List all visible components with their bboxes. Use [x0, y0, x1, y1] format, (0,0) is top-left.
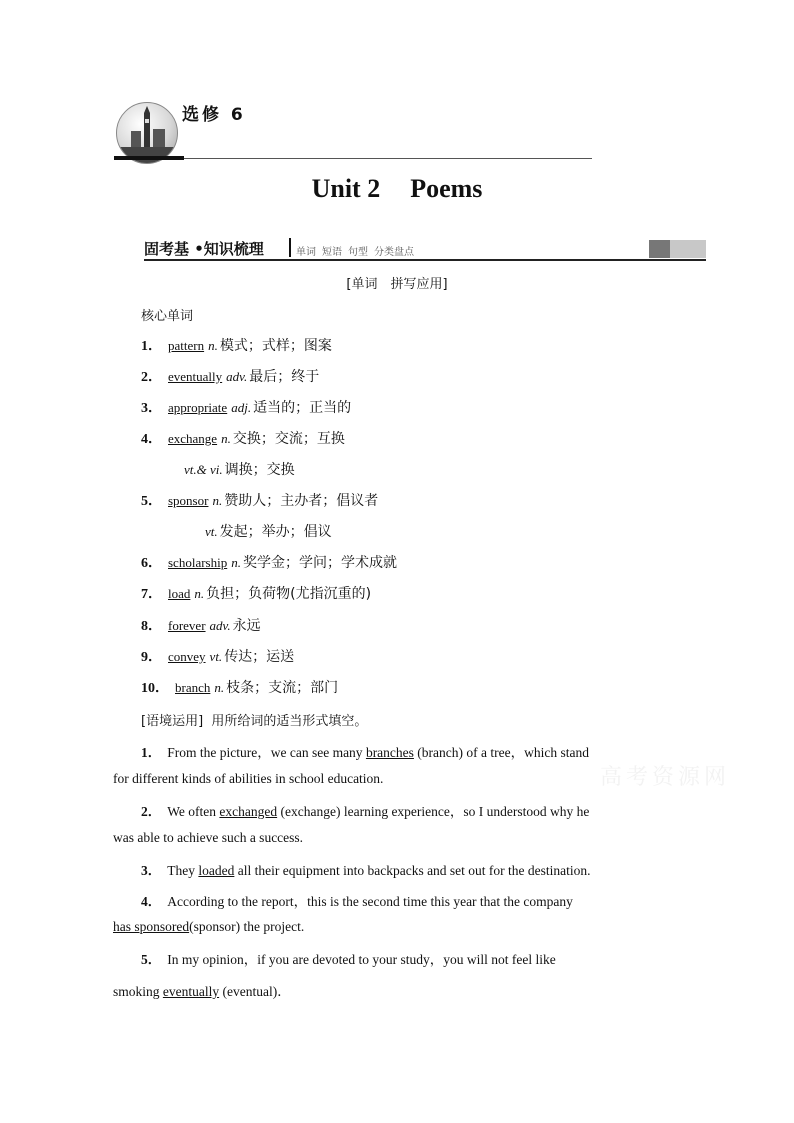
exercise-answer: exchanged	[219, 804, 278, 819]
vocab-word: convey	[168, 649, 206, 664]
vocab-item	[141, 335, 332, 355]
vocab-item	[141, 552, 397, 572]
exercise-line	[141, 948, 556, 968]
exercise-text: was able to achieve such a success.	[113, 830, 304, 845]
vocab-pos: n.	[214, 680, 225, 695]
section-rule	[144, 259, 706, 261]
unit-number: Unit 2	[311, 174, 381, 203]
context-label: [语境运用]	[141, 714, 204, 729]
vocab-pos: n.	[194, 586, 205, 601]
vocab-meaning: 发起；举办；倡议	[219, 524, 332, 540]
section-bar-block	[670, 240, 706, 258]
vocab-meaning: 交换；交流；互换	[232, 431, 345, 447]
exercise-text: (eventual)．	[219, 984, 291, 999]
vocab-number: 5．	[141, 494, 162, 509]
core-words-heading: 核心单词	[141, 309, 194, 324]
vocab-word: appropriate	[168, 400, 228, 415]
vocab-number: 1．	[141, 339, 162, 354]
vocab-word: sponsor	[168, 493, 209, 508]
exercise-text: for different kinds of abilities in school education.	[113, 771, 384, 786]
vocab-pos: n.	[221, 431, 231, 446]
vocab-number: 4．	[141, 432, 162, 447]
vocab-number: 8．	[141, 619, 162, 634]
vocab-word: eventually	[168, 369, 223, 384]
vocab-item	[141, 428, 345, 448]
section-tab: 分类盘点	[374, 247, 414, 258]
vocab-subitem	[205, 521, 332, 541]
vocab-item	[141, 366, 319, 386]
section-tab: 单词	[296, 247, 316, 258]
exercise-number: 3．	[141, 863, 162, 878]
unit-title	[0, 174, 794, 204]
vocab-number: 2．	[141, 370, 162, 385]
exercise-answer: has sponsored	[113, 919, 190, 934]
context-heading	[141, 710, 367, 729]
vocab-pos: adj.	[231, 400, 252, 415]
watermark: 高考资源网	[600, 765, 731, 790]
vocab-pos: vt.	[209, 649, 223, 664]
exercise-text: (branch) of a tree，which stand	[413, 745, 589, 760]
volume-title: 选修 6	[182, 105, 246, 125]
subheading: [单词 拼写应用]	[346, 277, 448, 292]
exercise-answer: branches	[365, 745, 414, 760]
exercise-number: 4．	[141, 894, 162, 909]
vocab-word: pattern	[168, 338, 205, 353]
vocab-subitem	[184, 459, 295, 479]
vocab-item	[141, 397, 351, 417]
vocab-word: branch	[175, 680, 211, 695]
header-rule	[184, 158, 592, 159]
exercise-text: (sponsor) the project.	[189, 919, 305, 934]
exercise-number: 2．	[141, 804, 162, 819]
exercise-answer: eventually	[162, 984, 220, 999]
exercise-line	[113, 771, 383, 787]
exercise-number: 1．	[141, 745, 162, 760]
vocab-meaning: 负担；负荷物(尤指沉重的)	[206, 586, 372, 602]
vocab-item	[141, 583, 371, 603]
vocab-number: 9．	[141, 650, 162, 665]
vocab-meaning: 调换；交换	[224, 462, 295, 478]
vocab-word: load	[168, 586, 191, 601]
section-title: 固考基 •知识梳理	[144, 240, 264, 258]
vocab-pos: adv.	[226, 369, 248, 384]
section-tabs	[296, 243, 420, 258]
vocab-number: 3．	[141, 401, 162, 416]
vocab-meaning: 枝条；支流；部门	[226, 680, 339, 696]
section-tab: 句型	[348, 247, 368, 258]
vocab-number: 7．	[141, 587, 162, 602]
exercise-text: We often	[167, 804, 220, 819]
vocab-word: forever	[168, 618, 206, 633]
vocab-number: 10．	[141, 681, 169, 696]
vocab-pos: vt.	[205, 524, 218, 539]
section-tab: 短语	[322, 247, 342, 258]
vocab-number: 6．	[141, 556, 162, 571]
vocab-item	[141, 490, 378, 510]
exercise-number: 5．	[141, 952, 162, 967]
vocab-pos: n.	[212, 493, 223, 508]
unit-name: Poems	[410, 174, 483, 203]
exercise-text: (exchange) learning experience，so I understood why he	[277, 804, 590, 819]
section-bar-block	[649, 240, 670, 258]
vocab-item	[141, 646, 294, 666]
exercise-text: smoking	[113, 984, 163, 999]
vocab-meaning: 适当的；正当的	[253, 400, 352, 416]
exercise-line	[141, 859, 591, 879]
vocab-word: scholarship	[168, 555, 228, 570]
exercise-text: From the picture，we can see many	[167, 745, 366, 760]
vocab-item	[141, 677, 338, 697]
vocab-pos: n.	[208, 338, 218, 353]
section-separator	[289, 238, 291, 257]
exercise-text: They	[167, 863, 199, 878]
exercise-line	[141, 890, 573, 910]
exercise-line	[113, 919, 304, 935]
header-rule-thick	[114, 156, 184, 160]
vocab-meaning: 奖学金；学问；学术成就	[242, 555, 397, 571]
vocab-meaning: 永远	[232, 618, 261, 634]
vocab-meaning: 赞助人；主办者；倡议者	[224, 493, 379, 509]
vocab-pos: adv.	[209, 618, 231, 633]
exercise-line	[141, 741, 589, 761]
vocab-item	[141, 615, 261, 635]
exercise-line	[141, 800, 589, 820]
exercise-answer: loaded	[198, 863, 235, 878]
vocab-meaning: 模式；式样；图案	[219, 338, 332, 354]
exercise-text: In my opinion，if you are devoted to your study，you will not feel like	[167, 952, 556, 967]
vocab-pos: vt.& vi.	[184, 462, 223, 477]
exercise-text: all their equipment into backpacks and set out for the destination.	[234, 863, 591, 878]
exercise-line	[113, 830, 303, 846]
exercise-text: According to the report，this is the second time this year that the company	[167, 894, 573, 909]
vocab-meaning: 最后；终于	[249, 369, 320, 385]
context-instruction: 用所给词的适当形式填空。	[211, 714, 368, 729]
vocab-word: exchange	[168, 431, 218, 446]
unit-logo-image	[116, 102, 178, 164]
vocab-meaning: 传达；运送	[224, 649, 295, 665]
vocab-pos: n.	[231, 555, 241, 570]
exercise-line	[113, 980, 291, 1000]
